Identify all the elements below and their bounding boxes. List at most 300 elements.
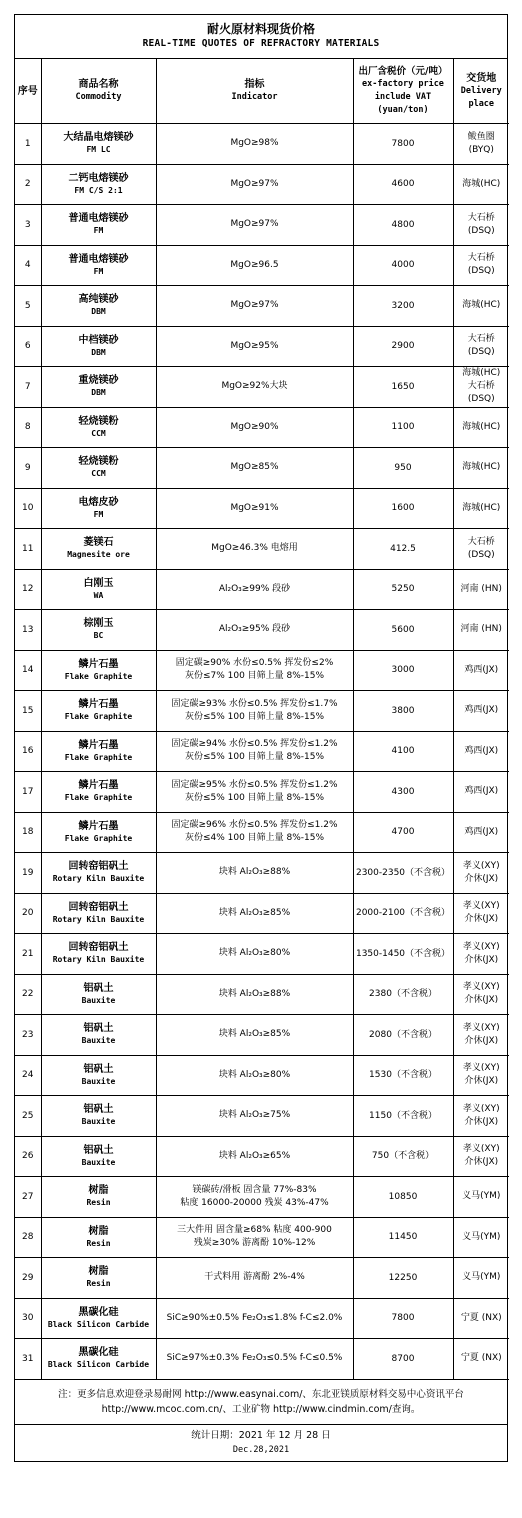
price-value: 2080（不含税） — [369, 1029, 437, 1040]
delivery-place-line-1: 孝义(XY) — [462, 860, 500, 871]
indicator-cell — [156, 569, 353, 610]
indicator-line-1: SiC≥97%±0.3% Fe₂O₃≤0.5% f-C≤0.5% — [166, 1353, 343, 1364]
row-number-text: 3 — [24, 219, 31, 230]
commodity-name-en: CCM — [91, 428, 106, 438]
price-cell — [353, 1096, 453, 1137]
commodity-name-en: Magnesite ore — [67, 550, 130, 560]
price-cell — [353, 812, 453, 853]
note-cell — [15, 1380, 507, 1425]
indicator-cell — [156, 731, 353, 772]
table-row — [15, 286, 509, 327]
table-row — [15, 812, 509, 853]
delivery-place-line-1: 孝义(XY) — [462, 982, 500, 993]
indicator-line-1: 块料 Al₂O₃≥85% — [218, 907, 291, 918]
row-number-text: 27 — [22, 1191, 34, 1202]
commodity-cell — [41, 1015, 156, 1056]
delivery-place-line-1: 孝义(XY) — [462, 1144, 500, 1155]
delivery-place-line-1: 海城(HC) — [462, 368, 501, 379]
row-number-text: 14 — [22, 665, 34, 676]
delivery-place-line-1: 孝义(XY) — [462, 901, 500, 912]
delivery-place-cell — [453, 650, 509, 691]
row-number-text: 10 — [22, 503, 34, 514]
table-row — [15, 974, 509, 1015]
table-row — [15, 1339, 509, 1380]
commodity-cell — [41, 488, 156, 529]
header-indicator-cn: 指标 — [244, 79, 265, 90]
commodity-cell — [41, 772, 156, 813]
commodity-cell — [41, 124, 156, 165]
price-cell — [353, 1136, 453, 1177]
commodity-cell — [41, 569, 156, 610]
indicator-line-1: 块料 Al₂O₃≥85% — [218, 1029, 291, 1040]
table-row — [15, 488, 509, 529]
indicator-line-1: MgO≥96.5 — [230, 259, 279, 270]
indicator-line-1: MgO≥98% — [230, 138, 279, 149]
delivery-place-line-1: 孝义(XY) — [462, 1022, 500, 1033]
delivery-place-cell — [453, 974, 509, 1015]
price-value: 4600 — [391, 179, 415, 190]
row-number — [15, 407, 41, 448]
table-row — [15, 124, 509, 165]
delivery-place-line-1: 鸡西(JX) — [464, 705, 499, 716]
commodity-cell — [41, 1339, 156, 1380]
table-row — [15, 205, 509, 246]
indicator-line-2: 灰份≤5% 100 目筛上量 8%-15% — [184, 711, 325, 722]
commodity-name-cn: 铝矾土 — [83, 1023, 114, 1035]
header-place-en2: place — [468, 98, 495, 109]
table-row — [15, 326, 509, 367]
delivery-place-cell — [453, 610, 509, 651]
commodity-name-en: Black Silicon Carbide — [47, 1319, 150, 1329]
commodity-name-en: DBM — [91, 307, 106, 317]
row-number — [15, 205, 41, 246]
price-value: 1650 — [391, 381, 415, 392]
indicator-line-1: 固定碳≥90% 水份≤0.5% 挥发份≤2% — [175, 658, 334, 669]
indicator-cell — [156, 124, 353, 165]
commodity-cell — [41, 205, 156, 246]
indicator-line-1: MgO≥97% — [230, 219, 279, 230]
row-number-text: 18 — [22, 827, 34, 838]
price-cell — [353, 1258, 453, 1299]
commodity-name-en: Black Silicon Carbide — [47, 1360, 150, 1370]
commodity-name-en: FM — [93, 266, 104, 276]
delivery-place-cell — [453, 488, 509, 529]
indicator-line-1: MgO≥92%大块 — [221, 381, 288, 392]
delivery-place-cell — [453, 1055, 509, 1096]
delivery-place-line-1: 河南 (HN) — [460, 624, 502, 635]
delivery-place-line-1: 孝义(XY) — [462, 941, 500, 952]
price-cell — [353, 1055, 453, 1096]
indicator-cell — [156, 1136, 353, 1177]
commodity-cell — [41, 650, 156, 691]
row-number — [15, 326, 41, 367]
indicator-cell — [156, 1298, 353, 1339]
indicator-line-1: MgO≥90% — [230, 421, 279, 432]
price-value: 5250 — [391, 584, 415, 595]
row-number-text: 2 — [24, 179, 31, 190]
commodity-name-cn: 黑碳化硅 — [78, 1306, 119, 1318]
row-number-text: 21 — [22, 948, 34, 959]
indicator-line-1: MgO≥97% — [230, 178, 279, 189]
price-value: 11450 — [388, 1232, 418, 1243]
price-cell — [353, 448, 453, 489]
commodity-cell — [41, 610, 156, 651]
price-value: 8700 — [391, 1353, 415, 1364]
row-number-text: 13 — [22, 624, 34, 635]
price-value: 4700 — [391, 827, 415, 838]
commodity-name-cn: 鳞片石墨 — [78, 658, 119, 670]
commodity-cell — [41, 1298, 156, 1339]
delivery-place-line-1: 海城(HC) — [462, 421, 501, 432]
price-value: 12250 — [388, 1272, 418, 1283]
delivery-place-line-1: 鸡西(JX) — [464, 786, 499, 797]
price-cell — [353, 1177, 453, 1218]
indicator-line-2: 灰份≤7% 100 目筛上量 8%-15% — [184, 671, 325, 682]
commodity-name-en: Bauxite — [81, 1036, 116, 1046]
row-number — [15, 529, 41, 570]
delivery-place-cell — [453, 772, 509, 813]
delivery-place-cell — [453, 934, 509, 975]
row-number-text: 22 — [22, 989, 34, 1000]
indicator-cell — [156, 1015, 353, 1056]
commodity-cell — [41, 1177, 156, 1218]
row-number — [15, 1015, 41, 1056]
delivery-place-line-2: 介休(JX) — [464, 1116, 499, 1127]
header-commodity-cn: 商品名称 — [78, 79, 119, 90]
delivery-place-cell — [453, 1136, 509, 1177]
delivery-place-cell — [453, 691, 509, 732]
indicator-line-2: 粘度 16000-20000 残炭 43%-47% — [180, 1197, 329, 1208]
row-number-text: 17 — [22, 786, 34, 797]
delivery-place-line-1: 大石桥 — [467, 536, 495, 547]
commodity-name-cn: 黑碳化硅 — [78, 1347, 119, 1359]
delivery-place-cell — [453, 853, 509, 894]
delivery-place-line-1: 宁夏 (NX) — [460, 1312, 502, 1323]
commodity-name-cn: 回转窑铝矾土 — [68, 861, 129, 873]
commodity-name-en: Bauxite — [81, 1117, 116, 1127]
commodity-name-en: WA — [93, 590, 104, 600]
indicator-line-1: MgO≥46.3% 电熔用 — [211, 543, 298, 554]
row-number — [15, 893, 41, 934]
commodity-cell — [41, 974, 156, 1015]
price-cell — [353, 407, 453, 448]
row-number — [15, 286, 41, 327]
row-number-text: 28 — [22, 1232, 34, 1243]
delivery-place-line-1: 鸡西(JX) — [464, 745, 499, 756]
row-number — [15, 853, 41, 894]
header-price-en3: (yuan/ton) — [377, 105, 429, 115]
indicator-cell — [156, 934, 353, 975]
delivery-place-cell — [453, 367, 509, 408]
row-number — [15, 448, 41, 489]
note-line-1: 注：更多信息欢迎登录易耐网 http://www.easynai.com/、东北亚镁质原材料交易中心资讯平台 — [58, 1388, 464, 1400]
delivery-place-cell — [453, 245, 509, 286]
price-cell — [353, 1339, 453, 1380]
indicator-cell — [156, 488, 353, 529]
row-number — [15, 1217, 41, 1258]
row-number-text: 5 — [24, 300, 31, 311]
commodity-cell — [41, 893, 156, 934]
commodity-cell — [41, 1055, 156, 1096]
price-cell — [353, 1015, 453, 1056]
indicator-line-2: 灰份≤5% 100 目筛上量 8%-15% — [184, 792, 325, 803]
commodity-name-cn: 铝矾土 — [83, 982, 114, 994]
commodity-name-en: Flake Graphite — [64, 793, 133, 803]
table-row — [15, 1298, 509, 1339]
table-row — [15, 1055, 509, 1096]
note-line-2: http://www.mcoc.com.cn/、工业矿物 http://www.cindmin.com/查询。 — [101, 1403, 421, 1415]
table-row — [15, 650, 509, 691]
commodity-name-en: Resin — [86, 1238, 111, 1248]
indicator-cell — [156, 893, 353, 934]
commodity-name-en: FM C/S 2:1 — [74, 185, 123, 195]
indicator-cell — [156, 205, 353, 246]
delivery-place-line-2: 介休(JX) — [464, 1157, 499, 1168]
commodity-name-en: FM LC — [86, 145, 111, 155]
commodity-name-en: FM — [93, 226, 104, 236]
commodity-name-cn: 二钙电熔镁砂 — [68, 172, 129, 184]
delivery-place-line-1: 孝义(XY) — [462, 1063, 500, 1074]
row-number — [15, 650, 41, 691]
delivery-place-cell — [453, 286, 509, 327]
stat-cell — [15, 1424, 507, 1461]
indicator-cell — [156, 1258, 353, 1299]
delivery-place-cell — [453, 893, 509, 934]
commodity-cell — [41, 286, 156, 327]
price-value: 4000 — [391, 260, 415, 271]
row-number — [15, 731, 41, 772]
delivery-place-line-2: 介休(JX) — [464, 995, 499, 1006]
commodity-cell — [41, 1096, 156, 1137]
indicator-line-1: Al₂O₃≥95% 段砂 — [218, 624, 291, 635]
commodity-name-en: Bauxite — [81, 1076, 116, 1086]
table-row — [15, 1096, 509, 1137]
header-price-cn: 出厂含税价（元/吨） — [358, 66, 448, 77]
indicator-cell — [156, 1217, 353, 1258]
indicator-line-1: 块料 Al₂O₃≥88% — [218, 988, 291, 999]
price-sheet — [14, 14, 508, 1462]
commodity-name-cn: 回转窑铝矾土 — [68, 901, 129, 913]
commodity-name-en: CCM — [91, 469, 106, 479]
price-value: 4300 — [391, 786, 415, 797]
commodity-name-cn: 鳞片石墨 — [78, 820, 119, 832]
commodity-name-cn: 鳞片石墨 — [78, 780, 119, 792]
delivery-place-line-1: 义马(YM) — [462, 1272, 501, 1283]
delivery-place-line-1: 鲅鱼圈 — [467, 131, 495, 142]
delivery-place-line-1: 鸡西(JX) — [464, 664, 499, 675]
commodity-name-en: Flake Graphite — [64, 752, 133, 762]
table-row — [15, 1217, 509, 1258]
table-row — [15, 367, 509, 408]
table-row — [15, 448, 509, 489]
commodity-name-en: Rotary Kiln Bauxite — [52, 914, 145, 924]
table-row — [15, 934, 509, 975]
header-price — [353, 59, 453, 124]
indicator-cell — [156, 610, 353, 651]
row-number — [15, 367, 41, 408]
delivery-place-line-2: (DSQ) — [467, 266, 495, 277]
row-number-text: 11 — [22, 543, 34, 554]
header-place-cn: 交货地 — [466, 72, 497, 84]
commodity-name-en: Resin — [86, 1279, 111, 1289]
commodity-name-cn: 铝矾土 — [83, 1063, 114, 1075]
delivery-place-cell — [453, 1015, 509, 1056]
row-number-text: 9 — [24, 462, 31, 473]
delivery-place-cell — [453, 124, 509, 165]
indicator-cell — [156, 286, 353, 327]
table-row — [15, 610, 509, 651]
header-place — [453, 59, 509, 124]
commodity-name-cn: 电熔皮砂 — [78, 496, 119, 508]
price-cell — [353, 569, 453, 610]
delivery-place-line-2: 大石桥 — [467, 381, 495, 392]
price-cell — [353, 853, 453, 894]
commodity-name-en: Rotary Kiln Bauxite — [52, 874, 145, 884]
table-row — [15, 407, 509, 448]
price-value: 2900 — [391, 341, 415, 352]
price-cell — [353, 934, 453, 975]
commodity-name-cn: 树脂 — [88, 1266, 109, 1278]
indicator-cell — [156, 1055, 353, 1096]
price-value: 7800 — [391, 1313, 415, 1324]
row-number — [15, 1258, 41, 1299]
delivery-place-line-1: 宁夏 (NX) — [460, 1353, 502, 1364]
commodity-cell — [41, 1136, 156, 1177]
row-number-text: 25 — [22, 1110, 34, 1121]
price-value: 2380（不含税） — [369, 989, 437, 1000]
delivery-place-line-2: (DSQ) — [467, 549, 495, 560]
delivery-place-line-1: 大石桥 — [467, 253, 495, 264]
commodity-name-cn: 树脂 — [88, 1225, 109, 1237]
commodity-name-en: BC — [93, 631, 104, 641]
indicator-line-1: 干式料用 游离酚 2%-4% — [204, 1272, 305, 1283]
header-place-en1: Delivery — [460, 85, 502, 96]
price-value: 5600 — [391, 624, 415, 635]
commodity-cell — [41, 407, 156, 448]
table-row — [15, 1177, 509, 1218]
commodity-name-cn: 树脂 — [88, 1185, 109, 1197]
indicator-cell — [156, 448, 353, 489]
indicator-cell — [156, 326, 353, 367]
commodity-name-cn: 菱镁石 — [83, 537, 114, 549]
delivery-place-line-1: 海城(HC) — [462, 300, 501, 311]
row-number-text: 16 — [22, 746, 34, 757]
commodity-name-cn: 铝矾土 — [83, 1104, 114, 1116]
commodity-name-cn: 轻烧镁粉 — [78, 415, 119, 427]
commodity-name-en: Rotary Kiln Bauxite — [52, 955, 145, 965]
commodity-name-cn: 棕刚玉 — [83, 618, 114, 630]
row-number — [15, 488, 41, 529]
commodity-name-en: Flake Graphite — [64, 712, 133, 722]
price-value: 750（不含税） — [371, 1151, 435, 1162]
table-row — [15, 245, 509, 286]
table-row — [15, 853, 509, 894]
row-number-text: 23 — [22, 1029, 34, 1040]
delivery-place-line-2: (DSQ) — [467, 225, 495, 236]
delivery-place-cell — [453, 529, 509, 570]
delivery-place-line-1: 义马(YM) — [462, 1191, 501, 1202]
indicator-line-1: MgO≥95% — [230, 340, 279, 351]
price-value: 3200 — [391, 300, 415, 311]
delivery-place-line-1: 义马(YM) — [462, 1231, 501, 1242]
delivery-place-line-1: 海城(HC) — [462, 502, 501, 513]
header-commodity — [41, 59, 156, 124]
delivery-place-line-1: 河南 (HN) — [460, 583, 502, 594]
delivery-place-line-2: 介休(JX) — [464, 1035, 499, 1046]
price-value: 2000-2100（不含税） — [355, 908, 451, 919]
indicator-line-1: 固定碳≥96% 水份≤0.5% 挥发份≤1.2% — [171, 820, 338, 831]
price-cell — [353, 691, 453, 732]
price-cell — [353, 1298, 453, 1339]
row-number-text: 6 — [24, 341, 31, 352]
delivery-place-cell — [453, 205, 509, 246]
table-row — [15, 893, 509, 934]
commodity-name-cn: 中档镁砂 — [78, 334, 119, 346]
indicator-line-1: 镁碳砖/滑板 固含量 77%-83% — [192, 1184, 317, 1195]
price-cell — [353, 164, 453, 205]
indicator-line-2: 灰份≤4% 100 目筛上量 8%-15% — [184, 833, 325, 844]
row-number — [15, 569, 41, 610]
indicator-cell — [156, 367, 353, 408]
delivery-place-cell — [453, 731, 509, 772]
commodity-name-en: DBM — [91, 388, 106, 398]
indicator-line-1: 固定碳≥95% 水份≤0.5% 挥发份≤1.2% — [171, 779, 338, 790]
price-table — [15, 59, 509, 1380]
delivery-place-line-2: (DSQ) — [467, 347, 495, 358]
indicator-cell — [156, 245, 353, 286]
delivery-place-cell — [453, 1217, 509, 1258]
stat-date-cn: 统计日期：2021 年 12 月 28 日 — [191, 1429, 331, 1441]
row-number-text: 31 — [22, 1353, 34, 1364]
row-number-text: 8 — [24, 422, 31, 433]
commodity-cell — [41, 448, 156, 489]
commodity-name-cn: 鳞片石墨 — [78, 699, 119, 711]
stat-date-en: Dec.28,2021 — [232, 1444, 290, 1455]
commodity-cell — [41, 934, 156, 975]
commodity-name-cn: 大结晶电熔镁砂 — [63, 132, 134, 144]
table-row — [15, 1258, 509, 1299]
row-number-text: 4 — [24, 260, 31, 271]
price-cell — [353, 245, 453, 286]
commodity-name-cn: 轻烧镁粉 — [78, 456, 119, 468]
indicator-line-1: 块料 Al₂O₃≥75% — [218, 1110, 291, 1121]
delivery-place-cell — [453, 1177, 509, 1218]
table-row — [15, 772, 509, 813]
row-number-text: 30 — [22, 1313, 34, 1324]
price-value: 7800 — [391, 138, 415, 149]
header-indicator-en: Indicator — [231, 92, 278, 102]
price-value: 10850 — [388, 1191, 418, 1202]
indicator-line-1: 块料 Al₂O₃≥88% — [218, 867, 291, 878]
delivery-place-cell — [453, 812, 509, 853]
row-number — [15, 1177, 41, 1218]
price-value: 2300-2350（不含税） — [355, 867, 451, 878]
row-number — [15, 691, 41, 732]
table-header-row — [15, 59, 509, 124]
table-row — [15, 529, 509, 570]
commodity-name-en: FM — [93, 509, 104, 519]
price-value: 950 — [394, 462, 412, 473]
price-cell — [353, 205, 453, 246]
delivery-place-line-2: 介休(JX) — [464, 954, 499, 965]
delivery-place-line-1: 大石桥 — [467, 334, 495, 345]
commodity-cell — [41, 853, 156, 894]
row-number-text: 15 — [22, 705, 34, 716]
header-no: 序号 — [15, 59, 41, 124]
delivery-place-line-3: (DSQ) — [467, 394, 495, 405]
indicator-line-1: 固定碳≥93% 水份≤0.5% 挥发份≤1.7% — [171, 698, 338, 709]
commodity-name-en: Resin — [86, 1198, 111, 1208]
